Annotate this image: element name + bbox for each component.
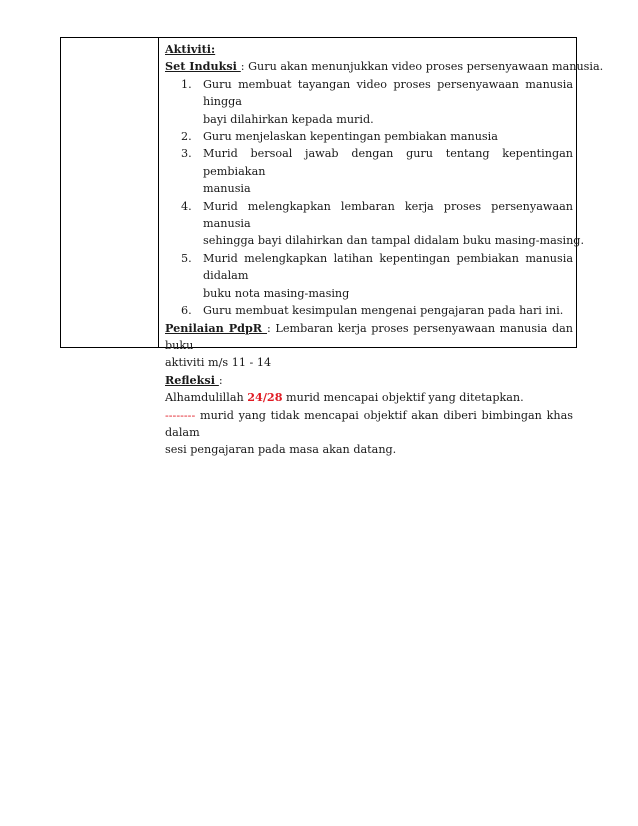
penilaian-line-2: aktiviti m/s 11 - 14 xyxy=(165,356,272,370)
heading-aktiviti: Aktiviti: xyxy=(165,42,216,56)
activity-cell xyxy=(165,41,604,459)
score-badge: 24/28 xyxy=(247,390,283,405)
set-induksi-label: Set Induksi xyxy=(165,59,241,74)
list-item: 1. Guru membuat tayangan video proses persenyawaan manusia hingga bayi dilahirkan kepada murid. xyxy=(181,77,573,126)
column-divider xyxy=(158,38,159,347)
list-item: 3. Murid bersoal jawab dengan guru tentang kepentingan pembiakan manusia xyxy=(181,147,573,196)
steps-list xyxy=(165,76,585,320)
reflection-line-2: -------- murid yang tidak mencapai objektif akan diberi bimbingan khas dalam xyxy=(165,408,573,439)
penilaian-label: Penilaian PdpR xyxy=(165,320,268,335)
reflection-line-3: sesi pengajaran pada masa akan datang. xyxy=(165,443,397,457)
list-item: 5. Murid melengkapkan latihan kepentingan pembiakan manusia didalam buku nota masing-masing xyxy=(181,251,573,300)
blank-dashes: -------- xyxy=(165,408,196,422)
set-induksi-line xyxy=(165,58,604,75)
list-item: 2. Guru menjelaskan kepentingan pembiakan manusia xyxy=(181,130,498,144)
penilaian-text: : Lembaran kerja proses persenyawaan manusia dan buku xyxy=(165,321,574,352)
list-item: 4. Murid melengkapkan lembaran kerja proses persenyawaan manusia sehingga bayi dilahirkan dan tampal didalam buku masing-masing. xyxy=(181,199,585,248)
penilaian-line xyxy=(165,320,573,355)
refleksi-label: Refleksi xyxy=(165,372,219,387)
reflection-line-1: Alhamdulillah 24/28 murid mencapai objektif yang ditetapkan. xyxy=(165,390,524,405)
lesson-table xyxy=(60,37,604,457)
set-induksi-text: : Guru akan menunjukkan video proses persenyawaan manusia. xyxy=(240,60,604,74)
list-item: 6. Guru membuat kesimpulan mengenai pengajaran pada hari ini. xyxy=(181,304,564,318)
refleksi-heading: Refleksi : xyxy=(165,372,223,387)
